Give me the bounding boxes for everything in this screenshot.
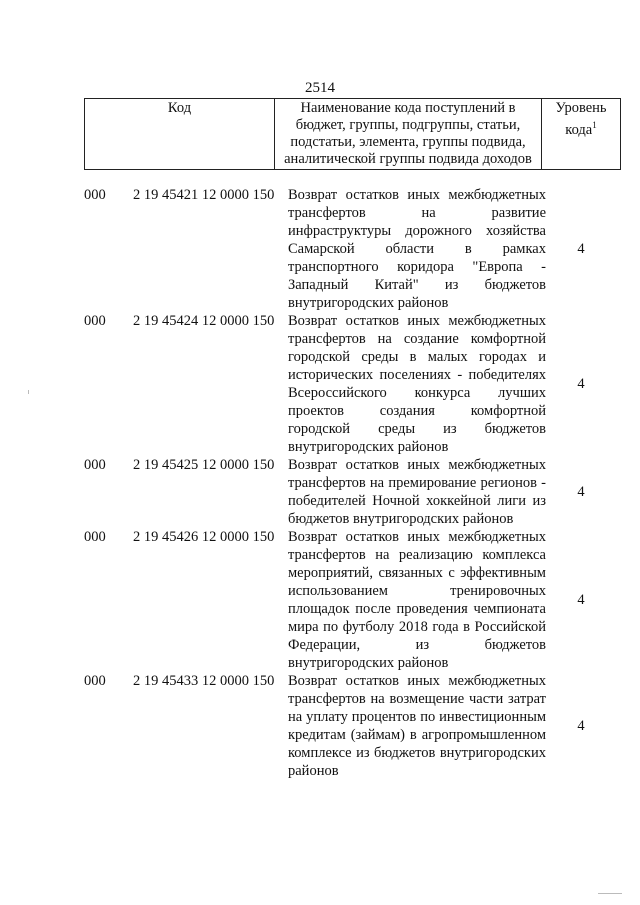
- code-level: 4: [577, 376, 585, 392]
- code-rows: [0, 186, 640, 780]
- header-level: [542, 99, 621, 170]
- income-code: 2 19 45426 12 0000 150: [133, 529, 275, 545]
- page-number: 2514: [305, 80, 335, 96]
- scan-margin-mark: [28, 390, 29, 394]
- income-name: Возврат остатков иных межбюджетных трансфертов на создание комфортной городской среды в малых городах и исторических поселениях - победителях Всероссийского конкурса лучших проектов создания комфортной городской среды из бюджетов внутригородских районов: [288, 313, 546, 455]
- footnote-marker: 1: [592, 120, 597, 130]
- header-code: Код: [85, 99, 275, 170]
- income-code: 2 19 45425 12 0000 150: [133, 457, 275, 473]
- income-name: Возврат остатков иных межбюджетных трансфертов на возмещение части затрат на уплату процентов по инвестиционным кредитам (займам) в агропромышленном комплексе из бюджетов внутригородских районов: [288, 673, 546, 779]
- table-row: [0, 672, 640, 780]
- income-name: Возврат остатков иных межбюджетных трансфертов на премирование регионов - победителей Ночной хоккейной лиги из бюджетов внутригородских районов: [288, 457, 546, 527]
- admin-code: 000: [84, 313, 106, 329]
- table-row: [0, 312, 640, 456]
- header-table: [84, 98, 621, 170]
- admin-code: 000: [84, 673, 106, 689]
- income-code: 2 19 45421 12 0000 150: [133, 187, 275, 203]
- code-level: 4: [577, 484, 585, 500]
- income-name: Возврат остатков иных межбюджетных трансфертов на реализацию комплекса мероприятий, связанных с эффективным использованием тренировочных площадок после проведения чемпионата мира по футболу 2018 года в Российской Федерации, из бюджетов внутригородских районов: [288, 529, 546, 671]
- admin-code: 000: [84, 457, 106, 473]
- income-name: Возврат остатков иных межбюджетных трансфертов на развитие инфраструктуры дорожного хозяйства Самарской области в рамках транспортного коридора "Европа - Западный Китай" из бюджетов внутригородских районов: [288, 187, 546, 311]
- admin-code: 000: [84, 187, 106, 203]
- income-code: 2 19 45424 12 0000 150: [133, 313, 275, 329]
- admin-code: 000: [84, 529, 106, 545]
- table-row: [0, 528, 640, 672]
- code-level: 4: [577, 718, 585, 734]
- code-level: 4: [577, 592, 585, 608]
- income-code: 2 19 45433 12 0000 150: [133, 673, 275, 689]
- table-row: [0, 186, 640, 312]
- scan-margin-mark: [598, 893, 622, 894]
- header-row: [85, 99, 621, 170]
- header-level-label: Уровень кода: [555, 100, 607, 138]
- table-row: [0, 456, 640, 528]
- header-name: Наименование кода поступлений в бюджет, группы, подгруппы, статьи, подстатьи, элемента, группы подвида, аналитической группы подвида доходов: [275, 99, 542, 170]
- code-level: 4: [577, 241, 585, 257]
